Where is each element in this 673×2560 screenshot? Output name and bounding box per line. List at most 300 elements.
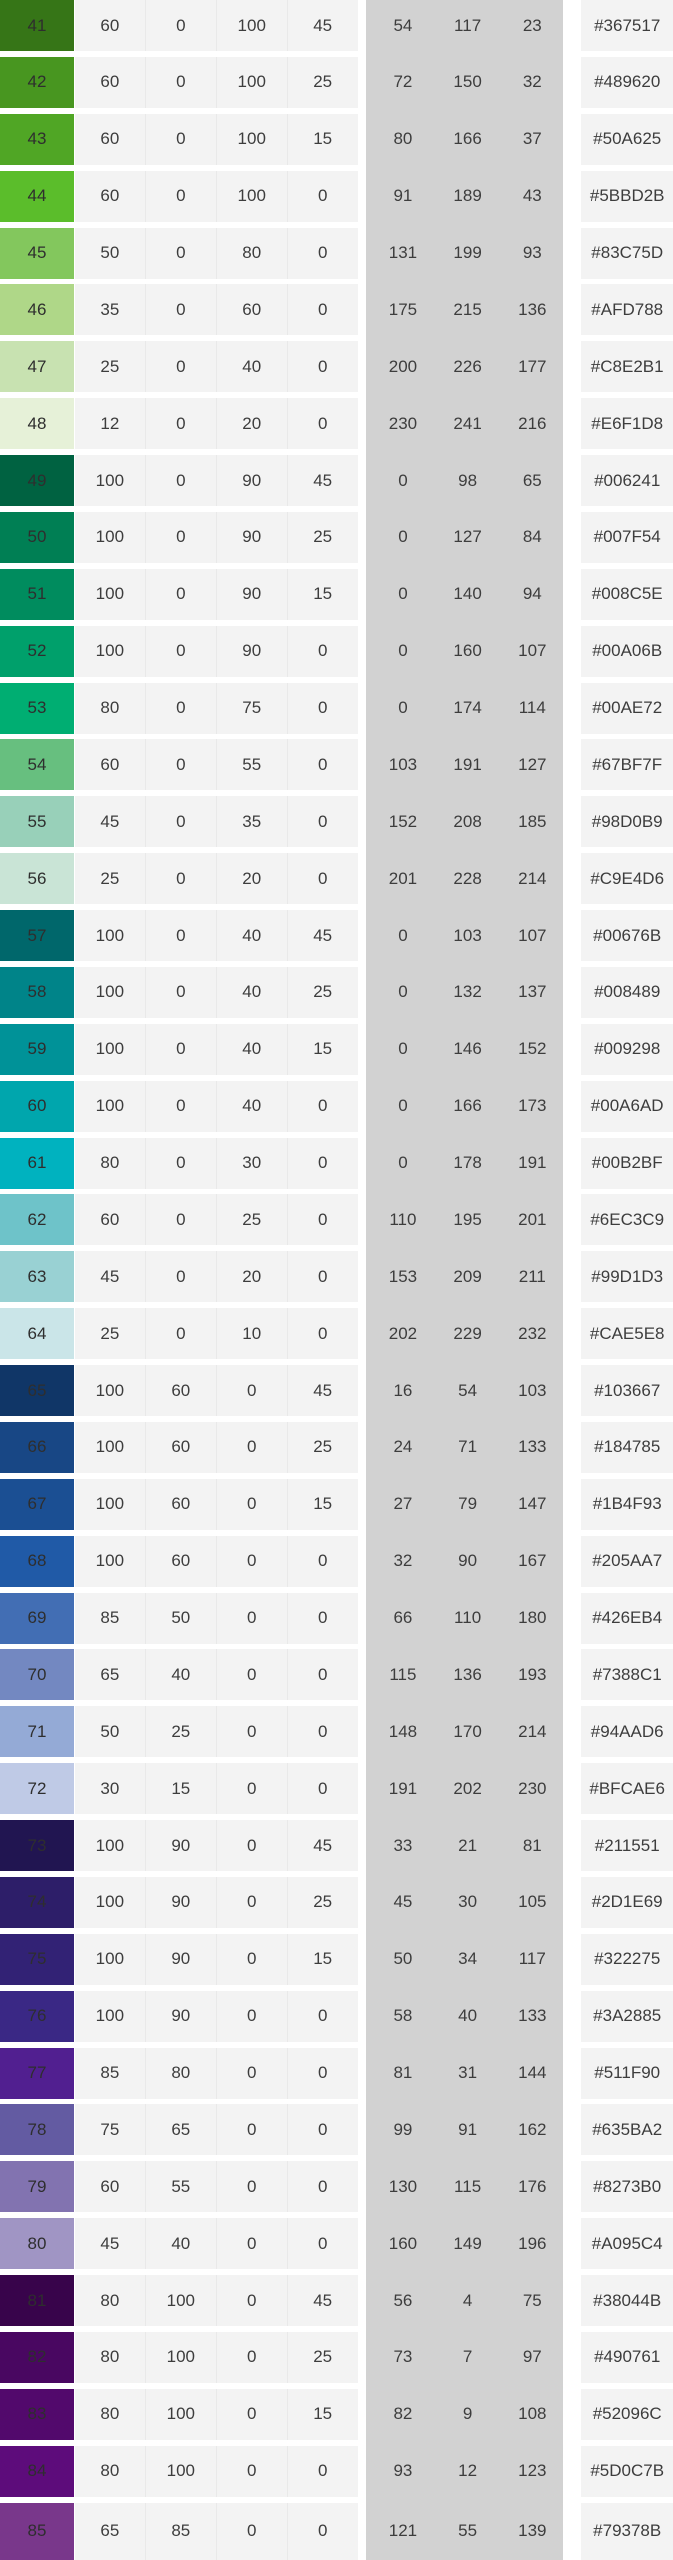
yellow-value: 20 xyxy=(216,853,287,904)
table-row xyxy=(0,0,673,57)
cmyk-cells xyxy=(75,2389,358,2440)
rgb-cells xyxy=(361,910,565,961)
green-value: 54 xyxy=(458,1380,478,1400)
hex-value: #008489 xyxy=(594,982,661,1002)
color-swatch xyxy=(0,739,74,790)
magenta-value: 0 xyxy=(145,398,216,449)
cmyk-cells xyxy=(75,1763,358,1814)
row-index: 58 xyxy=(27,982,47,1002)
cyan-value: 25 xyxy=(100,868,120,888)
yellow-value: 0 xyxy=(216,2161,287,2212)
rgb-cells xyxy=(361,1991,565,2042)
row-index: 68 xyxy=(27,1551,47,1571)
magenta-value: 0 xyxy=(145,1081,216,1132)
magenta-value: 0 xyxy=(145,967,216,1018)
green-value: 136 xyxy=(453,1664,482,1684)
hex-value: #367517 xyxy=(594,15,661,35)
black-value: 0 xyxy=(287,171,358,222)
row-index: 45 xyxy=(27,243,47,262)
column-gap xyxy=(565,1365,582,1416)
cmyk-cells xyxy=(75,1479,358,1530)
color-swatch xyxy=(0,569,74,620)
rgb-cells xyxy=(361,1593,565,1644)
hex-value: #79378B xyxy=(593,2521,662,2540)
hex-value-cell xyxy=(581,1365,673,1416)
cyan-value: 100 xyxy=(95,1835,125,1855)
cyan-value: 50 xyxy=(100,243,120,262)
table-row xyxy=(0,512,673,569)
hex-value: #205AA7 xyxy=(592,1551,663,1571)
magenta-value: 0 xyxy=(145,569,216,620)
rgb-cells xyxy=(361,1422,565,1473)
rgb-cells xyxy=(361,57,565,108)
hex-value: #94AAD6 xyxy=(590,1721,664,1741)
hex-value-cell xyxy=(581,512,673,563)
rgb-cells xyxy=(361,796,565,847)
yellow-value: 0 xyxy=(216,1763,287,1814)
color-swatch xyxy=(0,2503,74,2560)
row-index: 47 xyxy=(27,356,47,376)
column-gap xyxy=(565,569,582,620)
yellow-value: 80 xyxy=(216,228,287,279)
black-value: 0 xyxy=(287,853,358,904)
row-index: 51 xyxy=(27,584,47,604)
hex-value-cell xyxy=(581,1138,673,1189)
magenta-value: 0 xyxy=(145,114,216,165)
cyan-value: 100 xyxy=(95,925,125,945)
black-value: 0 xyxy=(287,1991,358,2042)
table-row xyxy=(0,2275,673,2332)
table-row xyxy=(0,1991,673,2048)
green-value: 132 xyxy=(453,982,482,1002)
magenta-value: 100 xyxy=(145,2446,216,2497)
cyan-value: 60 xyxy=(100,15,120,35)
table-row xyxy=(0,1820,673,1877)
green-value: 9 xyxy=(462,2404,473,2424)
blue-value: 103 xyxy=(518,1380,547,1400)
black-value: 0 xyxy=(287,1308,358,1359)
rgb-cells xyxy=(361,626,565,677)
green-value: 202 xyxy=(453,1778,482,1798)
hex-value: #3A2885 xyxy=(593,2006,662,2026)
yellow-value: 0 xyxy=(216,1365,287,1416)
black-value: 45 xyxy=(287,2275,358,2326)
red-value: 73 xyxy=(393,2347,413,2367)
magenta-value: 0 xyxy=(145,910,216,961)
table-row xyxy=(0,2332,673,2389)
blue-value: 84 xyxy=(522,527,542,547)
hex-value-cell xyxy=(581,1706,673,1757)
yellow-value: 10 xyxy=(216,1308,287,1359)
cyan-value: 12 xyxy=(100,413,120,433)
hex-value: #184785 xyxy=(594,1437,661,1457)
table-row xyxy=(0,1593,673,1650)
cmyk-cells xyxy=(75,626,358,677)
blue-value: 107 xyxy=(518,925,547,945)
column-gap xyxy=(565,171,582,222)
cmyk-cells xyxy=(75,1593,358,1644)
yellow-value: 20 xyxy=(216,1251,287,1302)
hex-value: #C9E4D6 xyxy=(590,868,665,888)
hex-value: #00A6AD xyxy=(590,1096,664,1116)
black-value: 0 xyxy=(287,739,358,790)
cmyk-cells xyxy=(75,1024,358,1075)
row-index: 61 xyxy=(27,1153,47,1172)
black-value: 0 xyxy=(287,683,358,734)
row-index: 54 xyxy=(27,754,47,774)
green-value: 110 xyxy=(454,1608,482,1627)
color-swatch xyxy=(0,1479,74,1530)
rgb-cells xyxy=(361,1536,565,1587)
cmyk-cells xyxy=(75,171,358,222)
color-swatch xyxy=(0,1365,74,1416)
red-value: 66 xyxy=(393,1608,413,1627)
rgb-cells xyxy=(361,2503,565,2560)
cmyk-cells xyxy=(75,1934,358,1985)
cyan-value: 100 xyxy=(95,584,125,604)
hex-value-cell xyxy=(581,341,673,392)
yellow-value: 0 xyxy=(216,2218,287,2269)
blue-value: 177 xyxy=(518,356,547,376)
yellow-value: 90 xyxy=(216,455,287,506)
hex-value-cell xyxy=(581,1024,673,1075)
column-gap xyxy=(565,683,582,734)
rgb-cells xyxy=(361,2332,565,2383)
rgb-cells xyxy=(361,1365,565,1416)
hex-value-cell xyxy=(581,284,673,335)
red-value: 58 xyxy=(393,2006,413,2026)
hex-value-cell xyxy=(581,1251,673,1302)
yellow-value: 90 xyxy=(216,569,287,620)
green-value: 241 xyxy=(453,413,482,433)
blue-value: 23 xyxy=(522,15,542,35)
rgb-cells xyxy=(361,1649,565,1700)
table-row xyxy=(0,2218,673,2275)
color-swatch xyxy=(0,910,74,961)
blue-value: 214 xyxy=(518,1721,547,1741)
cyan-value: 100 xyxy=(95,1039,125,1059)
blue-value: 201 xyxy=(518,1209,547,1229)
rgb-cells xyxy=(361,284,565,335)
row-index: 74 xyxy=(27,1892,47,1912)
magenta-value: 0 xyxy=(145,228,216,279)
green-value: 40 xyxy=(458,2006,478,2026)
blue-value: 167 xyxy=(518,1551,547,1571)
color-swatch xyxy=(0,683,74,734)
table-row xyxy=(0,967,673,1024)
rgb-cells xyxy=(361,398,565,449)
color-swatch xyxy=(0,2389,74,2440)
green-value: 90 xyxy=(458,1551,478,1571)
row-index: 67 xyxy=(27,1494,47,1514)
row-index: 42 xyxy=(27,72,47,92)
blue-value: 232 xyxy=(518,1323,547,1343)
hex-value: #38044B xyxy=(593,2290,662,2310)
magenta-value: 90 xyxy=(145,1934,216,1985)
red-value: 82 xyxy=(393,2404,413,2424)
blue-value: 230 xyxy=(518,1778,547,1798)
black-value: 0 xyxy=(287,2503,358,2560)
cmyk-cells xyxy=(75,2048,358,2099)
cyan-value: 60 xyxy=(100,2176,120,2196)
hex-value: #00AE72 xyxy=(592,698,663,717)
blue-value: 191 xyxy=(518,1153,547,1172)
green-value: 103 xyxy=(453,925,482,945)
blue-value: 139 xyxy=(518,2521,547,2540)
green-value: 34 xyxy=(458,1949,478,1969)
color-swatch xyxy=(0,2161,74,2212)
red-value: 0 xyxy=(398,584,408,604)
cyan-value: 45 xyxy=(100,1266,120,1286)
magenta-value: 80 xyxy=(145,2048,216,2099)
hex-value-cell xyxy=(581,228,673,279)
color-swatch xyxy=(0,1422,74,1473)
hex-value: #008C5E xyxy=(591,584,663,604)
red-value: 56 xyxy=(393,2290,413,2310)
rgb-cells xyxy=(361,2275,565,2326)
hex-value: #489620 xyxy=(594,72,661,92)
cmyk-cells xyxy=(75,1081,358,1132)
red-value: 0 xyxy=(398,1096,408,1116)
black-value: 45 xyxy=(287,1365,358,1416)
row-index: 70 xyxy=(27,1664,47,1684)
cmyk-cells xyxy=(75,1706,358,1757)
hex-value-cell xyxy=(581,57,673,108)
color-swatch xyxy=(0,2104,74,2155)
color-swatch xyxy=(0,2332,74,2383)
cmyk-cells xyxy=(75,398,358,449)
cmyk-cells xyxy=(75,0,358,51)
yellow-value: 100 xyxy=(216,0,287,51)
row-index: 66 xyxy=(27,1437,47,1457)
green-value: 229 xyxy=(453,1323,482,1343)
red-value: 160 xyxy=(388,2233,418,2253)
row-index: 84 xyxy=(27,2461,47,2481)
cmyk-cells xyxy=(75,1536,358,1587)
cmyk-cells xyxy=(75,967,358,1018)
table-row xyxy=(0,1763,673,1820)
blue-value: 107 xyxy=(518,641,547,661)
column-gap xyxy=(565,1081,582,1132)
green-value: 31 xyxy=(458,2063,478,2082)
color-swatch xyxy=(0,1763,74,1814)
cyan-value: 100 xyxy=(95,1949,125,1969)
black-value: 0 xyxy=(287,228,358,279)
hex-value-cell xyxy=(581,1991,673,2042)
rgb-cells xyxy=(361,1763,565,1814)
black-value: 0 xyxy=(287,2104,358,2155)
magenta-value: 60 xyxy=(145,1422,216,1473)
blue-value: 94 xyxy=(522,584,542,604)
blue-value: 133 xyxy=(518,1437,547,1457)
hex-value-cell xyxy=(581,2048,673,2099)
table-row xyxy=(0,1706,673,1763)
rgb-cells xyxy=(361,967,565,1018)
color-swatch xyxy=(0,796,74,847)
hex-value: #E6F1D8 xyxy=(591,413,664,433)
rgb-cells xyxy=(361,1194,565,1245)
cyan-value: 60 xyxy=(100,186,120,206)
hex-value: #83C75D xyxy=(591,243,664,262)
cyan-value: 80 xyxy=(100,2461,120,2481)
row-index: 81 xyxy=(27,2290,47,2310)
table-row xyxy=(0,910,673,967)
yellow-value: 100 xyxy=(216,171,287,222)
blue-value: 117 xyxy=(518,1949,546,1969)
row-index: 53 xyxy=(27,698,47,717)
green-value: 166 xyxy=(453,1096,482,1116)
red-value: 99 xyxy=(393,2119,413,2139)
cyan-value: 30 xyxy=(100,1778,120,1798)
column-gap xyxy=(565,284,582,335)
row-index: 82 xyxy=(27,2347,47,2367)
hex-value-cell xyxy=(581,2218,673,2269)
yellow-value: 0 xyxy=(216,2332,287,2383)
row-index: 72 xyxy=(27,1778,47,1798)
hex-value-cell xyxy=(581,967,673,1018)
blue-value: 147 xyxy=(518,1494,547,1514)
hex-value: #CAE5E8 xyxy=(589,1323,665,1343)
row-index: 48 xyxy=(27,413,47,433)
cyan-value: 80 xyxy=(100,2290,120,2310)
row-index: 83 xyxy=(27,2404,47,2424)
yellow-value: 0 xyxy=(216,1593,287,1644)
black-value: 0 xyxy=(287,2161,358,2212)
rgb-cells xyxy=(361,2389,565,2440)
black-value: 25 xyxy=(287,2332,358,2383)
magenta-value: 90 xyxy=(145,1820,216,1871)
yellow-value: 0 xyxy=(216,2389,287,2440)
column-gap xyxy=(565,1593,582,1644)
color-swatch xyxy=(0,228,74,279)
rgb-cells xyxy=(361,1081,565,1132)
blue-value: 214 xyxy=(518,868,547,888)
green-value: 30 xyxy=(458,1892,478,1912)
yellow-value: 0 xyxy=(216,1422,287,1473)
hex-value-cell xyxy=(581,910,673,961)
row-index: 73 xyxy=(27,1835,47,1855)
color-swatch xyxy=(0,1593,74,1644)
hex-value-cell xyxy=(581,626,673,677)
green-value: 208 xyxy=(453,811,482,831)
blue-value: 37 xyxy=(522,129,542,149)
cmyk-cells xyxy=(75,683,358,734)
hex-value-cell xyxy=(581,2503,673,2560)
yellow-value: 0 xyxy=(216,2048,287,2099)
red-value: 202 xyxy=(388,1323,418,1343)
rgb-cells xyxy=(361,683,565,734)
cyan-value: 25 xyxy=(100,356,120,376)
green-value: 98 xyxy=(458,470,478,490)
yellow-value: 40 xyxy=(216,910,287,961)
black-value: 15 xyxy=(287,1024,358,1075)
hex-value: #A095C4 xyxy=(591,2233,663,2253)
row-index: 44 xyxy=(27,186,47,206)
green-value: 7 xyxy=(462,2347,473,2367)
hex-value-cell xyxy=(581,1536,673,1587)
table-row xyxy=(0,626,673,683)
blue-value: 176 xyxy=(518,2176,547,2196)
black-value: 0 xyxy=(287,796,358,847)
hex-value-cell xyxy=(581,398,673,449)
magenta-value: 0 xyxy=(145,626,216,677)
row-index: 80 xyxy=(27,2233,47,2253)
green-value: 55 xyxy=(458,2521,478,2540)
magenta-value: 0 xyxy=(145,341,216,392)
column-gap xyxy=(565,796,582,847)
blue-value: 32 xyxy=(522,72,542,92)
magenta-value: 50 xyxy=(145,1593,216,1644)
column-gap xyxy=(565,2389,582,2440)
table-row xyxy=(0,2503,673,2560)
column-gap xyxy=(565,910,582,961)
red-value: 24 xyxy=(393,1437,413,1457)
cmyk-cells xyxy=(75,2104,358,2155)
row-index: 60 xyxy=(27,1096,47,1116)
cmyk-cells xyxy=(75,1877,358,1928)
black-value: 0 xyxy=(287,1194,358,1245)
green-value: 166 xyxy=(453,129,482,149)
magenta-value: 55 xyxy=(145,2161,216,2212)
yellow-value: 0 xyxy=(216,1877,287,1928)
row-index: 43 xyxy=(27,129,47,149)
table-row xyxy=(0,1251,673,1308)
magenta-value: 0 xyxy=(145,171,216,222)
blue-value: 152 xyxy=(518,1039,547,1059)
hex-value: #635BA2 xyxy=(592,2119,663,2139)
row-index: 79 xyxy=(27,2176,47,2196)
red-value: 148 xyxy=(388,1721,418,1741)
red-value: 54 xyxy=(393,15,413,35)
magenta-value: 100 xyxy=(145,2389,216,2440)
column-gap xyxy=(565,626,582,677)
column-gap xyxy=(565,114,582,165)
green-value: 174 xyxy=(453,698,482,717)
cyan-value: 85 xyxy=(100,1608,120,1627)
hex-value: #103667 xyxy=(594,1380,661,1400)
black-value: 25 xyxy=(287,967,358,1018)
yellow-value: 25 xyxy=(216,1194,287,1245)
color-swatch xyxy=(0,0,74,51)
color-swatch xyxy=(0,512,74,563)
cmyk-cells xyxy=(75,2446,358,2497)
green-value: 228 xyxy=(453,868,482,888)
column-gap xyxy=(565,1024,582,1075)
cmyk-cells xyxy=(75,2332,358,2383)
cyan-value: 80 xyxy=(100,2404,120,2424)
color-swatch xyxy=(0,1308,74,1359)
cyan-value: 35 xyxy=(100,299,120,319)
hex-value: #322275 xyxy=(594,1949,661,1969)
red-value: 191 xyxy=(388,1778,418,1798)
red-value: 50 xyxy=(393,1949,413,1969)
black-value: 15 xyxy=(287,569,358,620)
magenta-value: 65 xyxy=(145,2104,216,2155)
column-gap xyxy=(565,512,582,563)
table-row xyxy=(0,2446,673,2503)
red-value: 80 xyxy=(393,129,413,149)
color-swatch xyxy=(0,2275,74,2326)
cmyk-cells xyxy=(75,1194,358,1245)
magenta-value: 0 xyxy=(145,1251,216,1302)
cyan-value: 60 xyxy=(100,129,120,149)
yellow-value: 100 xyxy=(216,57,287,108)
table-row xyxy=(0,1649,673,1706)
color-swatch xyxy=(0,1251,74,1302)
cyan-value: 60 xyxy=(100,1209,120,1229)
magenta-value: 60 xyxy=(145,1365,216,1416)
blue-value: 81 xyxy=(522,1835,542,1855)
